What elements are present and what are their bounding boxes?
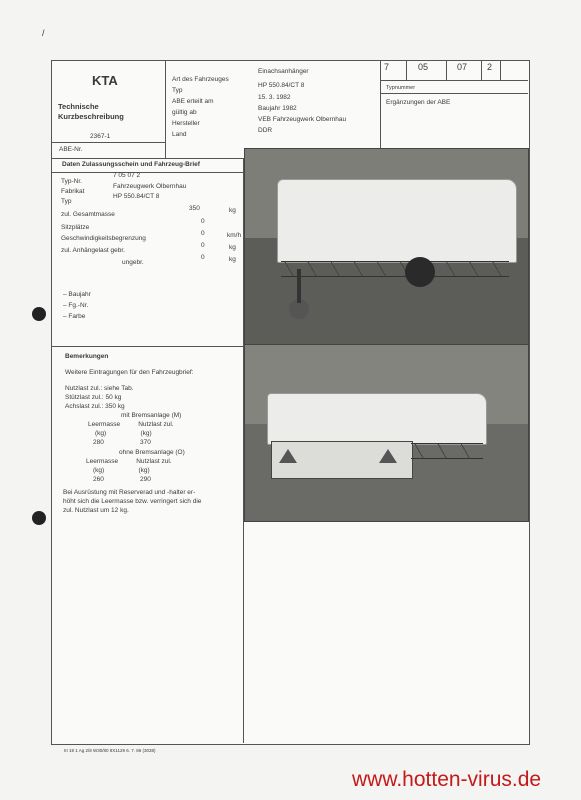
reg-label-1: Fabrikat [61,188,85,195]
reg-label-4: Sitzplätze [61,224,90,231]
kta-label: KTA [92,73,118,88]
hdr-label-1: Typ [172,87,183,94]
reg-unit-3: kg [229,207,236,214]
hdr-value-1: HP 550.84/CT 8 [258,82,305,89]
reg-label-0: Typ-Nr. [61,178,82,185]
remarks-line-14: zul. Nutzlast um 12 kg. [63,507,129,514]
supplement-label: Ergänzungen der ABE [386,99,451,106]
code-divider-2 [446,60,447,80]
registration-title: Daten Zulassungsschein und Fahrzeug-Brief [62,161,200,168]
remarks-line-6: (kg) (kg) [95,430,152,437]
code-divider-3 [481,60,482,80]
remarks-line-5: Leermasse Nutzlast zul. [88,421,174,428]
code-caption: Typnummer [386,85,416,91]
trailer-photo-rear [244,344,529,522]
trailer-frame [281,261,509,277]
extra-farbe: – Farbe [63,313,86,320]
remarks-line-3: Achslast zul.: 350 kg [65,403,125,410]
watermark-url[interactable]: www.hotten-virus.de [352,768,542,791]
remarks-line-11: 260 290 [93,476,151,483]
abe-label: ABE-Nr. [59,146,83,153]
remarks-line-4: mit Bremsanlage (M) [121,412,182,419]
corner-mark: / [42,28,45,38]
hdr-label-0: Art des Fahrzeuges [172,76,229,83]
reg-label-7: ungebr. [122,259,144,266]
reg-unit-5: km/h [227,232,242,239]
remarks-line-7: 280 370 [93,439,151,446]
reg-value-0: 7 05 07 2 [113,172,141,179]
punch-hole-top [32,307,46,321]
print-code: III 19 1 Ag 2/8 W30/80 8X1129 6. 7. 86 (3038) [64,748,156,753]
reg-value-7: 0 [201,254,205,261]
punch-hole-bottom [32,511,46,525]
remarks-line-13: höht sich die Leermasse bzw. verringert sich die [63,498,202,505]
remarks-line-10: (kg) (kg) [93,467,150,474]
reg-label-2: Typ [61,198,72,205]
hdr-value-5: DDR [258,127,273,134]
remarks-line-1: Nutzlast zul.: siehe Tab. [65,385,134,392]
code-box-2: 05 [418,62,429,72]
drawbar [297,269,301,303]
remarks-line-12: Bei Ausrüstung mit Reserverad und -halter er- [63,489,196,496]
remarks-line-9: Leermasse Nutzlast zul. [86,458,172,465]
hdr-label-2: ABE erteilt am [172,98,214,105]
hdr-label-3: gültig ab [172,109,197,116]
hdr-value-0: Einachsanhänger [258,68,309,75]
trailer-cover [277,179,517,263]
remarks-line-8: ohne Bremsanlage (O) [119,449,185,456]
title-line-1: Technische [58,102,99,111]
reg-unit-6: kg [229,244,236,251]
trailer-photo-side [244,148,529,348]
title-line-2: Kurzbeschreibung [58,112,124,121]
remarks-line-0: Weitere Eintragungen für den Fahrzeugbrief: [65,369,194,376]
right-reflector [379,449,397,463]
reg-label-3: zul. Gesamtmasse [61,211,115,218]
reg-value-2: HP 550.84/CT 8 [113,193,160,200]
header-divider-1 [165,60,166,158]
reg-unit-7: kg [229,256,236,263]
remarks-title: Bemerkungen [65,353,109,360]
registration-rule [51,172,243,173]
hdr-label-4: Hersteller [172,120,200,127]
remarks-line-2: Stützlast zul.: 50 kg [65,394,122,401]
header-left-rule [51,142,165,143]
reg-label-6: zul. Anhängelast gebr. [61,247,125,254]
hdr-label-5: Land [172,131,187,138]
hdr-value-2: 15. 3. 1982 [258,94,291,101]
left-reflector [279,449,297,463]
reg-value-5: 0 [201,230,205,237]
trailer-frame-rear [411,443,483,459]
extra-fgnr: – Fg.-Nr. [63,302,89,309]
code-box-4: 2 [487,62,493,72]
reg-value-3: 350 [189,205,200,212]
trailer-cover-rear [267,393,487,445]
reg-value-1: Fahrzeugwerk Olbernhau [113,183,187,190]
trailer-wheel [405,257,435,287]
hdr-value-4: VEB Fahrzeugwerk Olbernhau [258,116,347,123]
reg-value-4: 0 [201,218,205,225]
code-caption-rule [380,93,528,94]
reg-label-5: Geschwindigkeitsbegrenzung [61,235,146,242]
reg-value-6: 0 [201,242,205,249]
code-box-row [380,60,528,81]
code-box-1: 7 [384,62,390,72]
extra-baujahr: – Baujahr [63,291,91,298]
code-divider-4 [500,60,501,80]
code-divider-1 [406,60,407,80]
code-box-3: 07 [457,62,468,72]
abe-value: 2367-1 [90,133,111,140]
hdr-value-3: Baujahr 1982 [258,105,297,112]
